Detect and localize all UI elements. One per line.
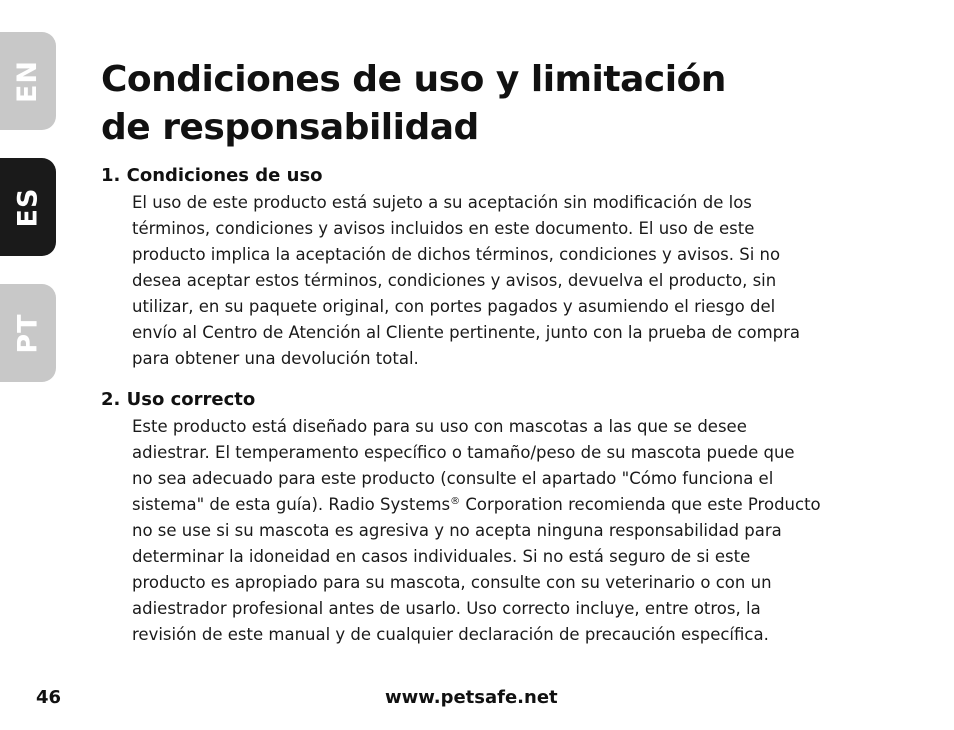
body-line-end: Corporation recomienda que este Producto (460, 495, 821, 514)
footer-url: www.petsafe.net (385, 687, 558, 708)
body-line: adiestrar. El temperamento específico o tamaño/peso de su mascota puede que (132, 443, 795, 462)
body-line: El uso de este producto está sujeto a su aceptación sin modificación de los (132, 193, 752, 212)
section-correct-use (101, 388, 911, 648)
section-body (132, 190, 911, 372)
page-title-line-2: de responsabilidad (101, 107, 479, 148)
body-line: Este producto está diseñado para su uso con mascotas a las que se desee (132, 417, 747, 436)
body-line: términos, condiciones y avisos incluidos en este documento. El uso de este (132, 219, 755, 238)
body-line-start: sistema" de esta guía). Radio Systems (132, 495, 451, 514)
language-tab-en-label: EN (12, 59, 44, 103)
registered-mark: ® (450, 496, 461, 507)
language-tab-es-label: ES (12, 187, 44, 227)
section-body (132, 414, 911, 648)
body-line: para obtener una devolución total. (132, 349, 419, 368)
page-number: 46 (36, 687, 62, 708)
language-tab-en[interactable] (0, 32, 56, 130)
language-tab-pt-label: PT (12, 312, 44, 354)
section-heading: 2. Uso correcto (101, 389, 256, 410)
body-line: utilizar, en su paquete original, con portes pagados y asumiendo el riesgo del (132, 297, 776, 316)
body-line: revisión de este manual y de cualquier declaración de precaución específica. (132, 625, 769, 644)
page-title (101, 56, 901, 152)
body-line: producto es apropiado para su mascota, consulte con su veterinario o con un (132, 573, 772, 592)
body-line: no se use si su mascota es agresiva y no acepta ninguna responsabilidad para (132, 521, 782, 540)
body-line: determinar la idoneidad en casos individuales. Si no está seguro de si este (132, 547, 751, 566)
body-line: no sea adecuado para este producto (consulte el apartado "Cómo funciona el (132, 469, 774, 488)
language-tab-pt[interactable] (0, 284, 56, 382)
body-line: envío al Centro de Atención al Cliente pertinente, junto con la prueba de compra (132, 323, 801, 342)
body-line: desea aceptar estos términos, condiciones y avisos, devuelva el producto, sin (132, 271, 777, 290)
body-line: producto implica la aceptación de dichos términos, condiciones y avisos. Si no (132, 245, 781, 264)
language-tab-es[interactable] (0, 158, 56, 256)
body-line-with-mark (132, 492, 911, 518)
page-title-line-1: Condiciones de uso y limitación (101, 59, 726, 100)
body-line: adiestrador profesional antes de usarlo. Uso correcto incluye, entre otros, la (132, 599, 761, 618)
section-heading: 1. Condiciones de uso (101, 165, 323, 186)
section-conditions-of-use (101, 164, 911, 372)
